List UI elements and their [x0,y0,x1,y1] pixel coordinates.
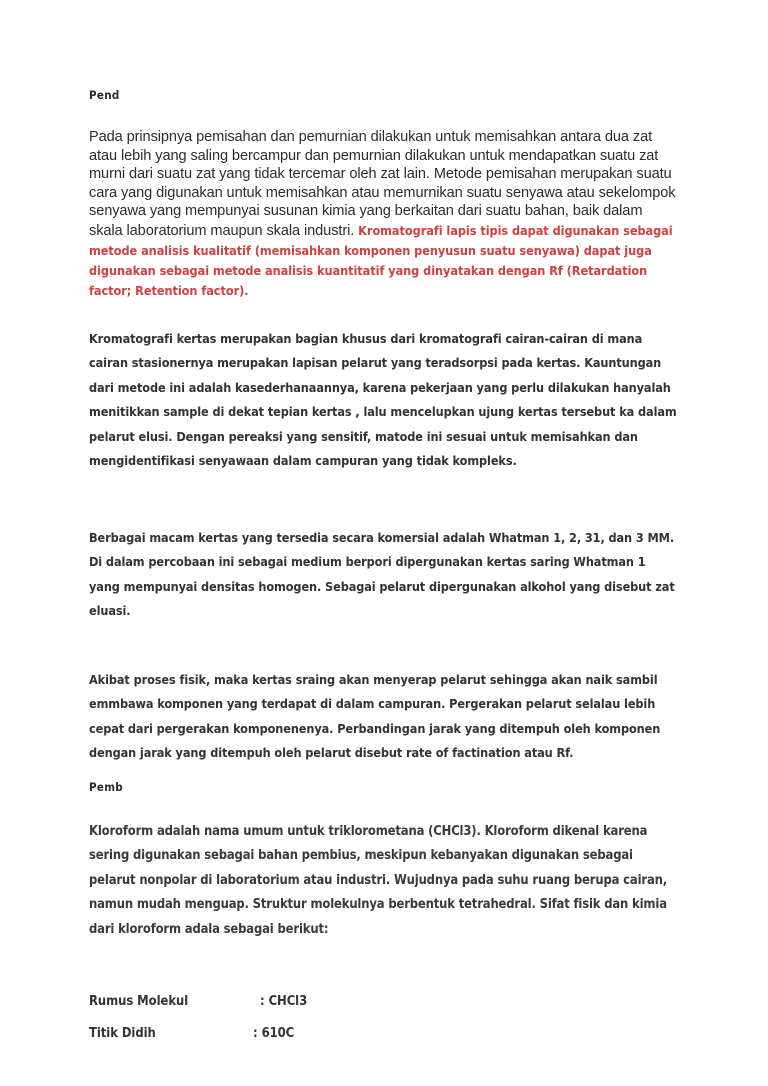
spacer [89,624,679,668]
property-row [89,994,679,1026]
paragraph-kertas-whatman: Berbagai macam kertas yang tersedia secara komersial adalah Whatman 1, 2, 31, dan 3 MM. Di dalam percobaan ini sebagai medium berpori dipergunakan kertas saring Whatman 1 yang mempunyai densitas homogen. Sebagai pelarut dipergunakan alkohol yang disebut zat eluasi. [89,529,675,619]
spacer [89,766,679,780]
paragraph-kloroform: Kloroform adalah nama umum untuk triklorometana (CHCl3). Kloroform dikenal karena sering digunakan sebagai bahan pembius, meskipun kebanyakan digunakan sebagai pelarut nonpolar di laboratorium atau industri. Wujudnya pada suhu ruang berupa cairan, namun mudah menguap. Struktur molekulnya berbentuk tetrahedral. Sifat fisik dan kimia dari kloroform adala sebagai berikut: [89,823,667,937]
paragraph-pendahuluan-highlight: Kromatografi lapis tipis dapat digunakan sebagai metode analisis kualitatif (memisahkan komponen penyusun suatu senyawa) dapat juga digunakan sebagai metode analisis kuantitatif yang dinyatakan dengan Rf (Retardation factor; Retention factor). [89,222,673,298]
spacer [89,301,679,327]
spacer [89,102,679,128]
paragraph-pendahuluan-text: Pada prinsipnya pemisahan dan pemurnian dilakukan untuk memisahkan antara dua zat atau lebih yang saling bercampur dan pemurnian dilakukan untuk mendapatkan suatu zat murni dari suatu zat yang tidak tercemar oleh zat lain. Metode pemisahan merupakan suatu cara yang digunakan untuk memisahkan atau memurnikan suatu senyawa atau sekelompok senyawa yang mempunyai susunan kimia yang berkaitan dari suatu bahan, baik dalam skala laboratorium maupun skala industri. [89,129,676,239]
paragraph-pendahuluan [89,128,679,301]
section-heading-pemb: Pemb [89,779,123,794]
document-body [89,88,679,1058]
paragraph-akibat-proses: Akibat proses fisik, maka kertas sraing akan menyerap pelarut sehingga akan naik sambil emmbawa komponen yang terdapat di dalam campuran. Pergerakan pelarut selalau lebih cepat dari pergerakan komponenenya. Perbandingan jarak yang ditempuh oleh komponen dengan jarak yang ditempuh oleh pelarut disebut rate of factination atau Rf. [89,671,661,761]
section-heading-pend: Pend [89,88,120,102]
spacer [89,474,679,526]
property-value: : 610C [253,1026,295,1042]
spacer [89,942,679,994]
property-value: : CHCl3 [260,994,308,1010]
property-label: Rumus Molekul [89,994,189,1010]
property-list [89,994,679,1058]
spacer [89,794,679,820]
property-label: Titik Didih [89,1026,156,1042]
paragraph-kromatografi-kertas: Kromatografi kertas merupakan bagian khusus dari kromatografi cairan-cairan di mana cairan stasionernya merupakan lapisan pelarut yang teradsorpsi pada kertas. Kauntungan dari metode ini adalah kasederhanaannya, karena pekerjaan yang perlu dilakukan hanyalah menitikkan sample di dekat tepian kertas , lalu mencelupkan ujung kertas tersebut ka dalam pelarut elusi. Dengan pereaksi yang sensitif, matode ini sesuai untuk memisahkan dan mengidentifikasi senyawaan dalam campuran yang tidak kompleks. [89,330,677,469]
property-row [89,1026,679,1058]
